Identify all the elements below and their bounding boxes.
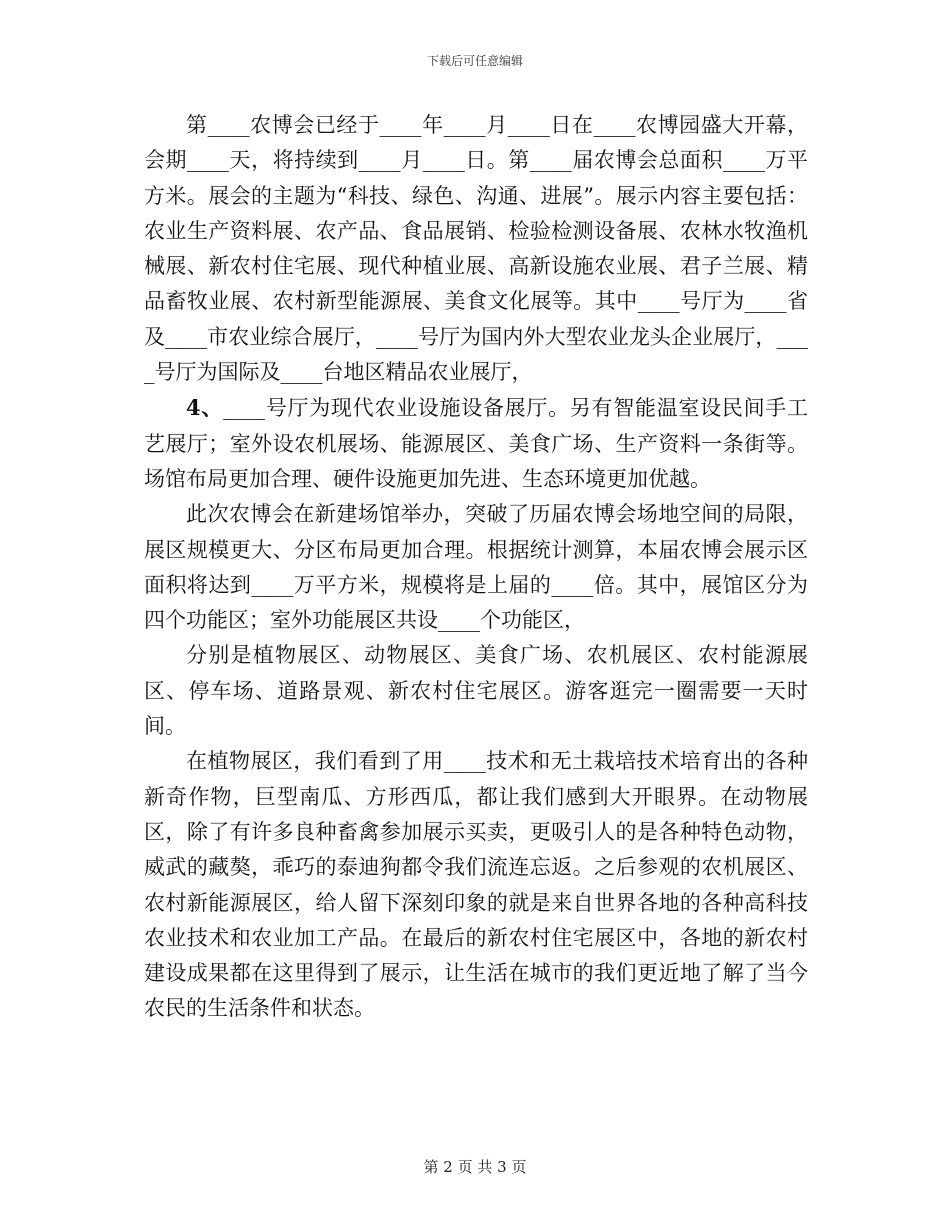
paragraph-2-text: ____号厅为现代农业设施设备展厅。另有智能温室设民间手工艺展厅；室外设农机展场、能源展区、美食广场、生产资料一条街等。场馆布局更加合理、硬件设施更加先进、生态环境更加优越。 xyxy=(144,396,808,491)
paragraph-1 xyxy=(144,108,808,390)
paragraph-2 xyxy=(144,390,808,497)
paragraph-2-number: 4、 xyxy=(186,395,224,421)
paragraph-1-text: 第____农博会已经于____年____月____日在____农博园盛大开幕，会期____天，将持续到____月____日。第____届农博会总面积____万平方米。展会的主题为“科技、绿色、沟通、进展”。展示内容主要包括：农业生产资料展、农产品、食品展销、检验检测设备展、农林水牧渔机械展、新农村住宅展、现代种植业展、高新设施农业展、君子兰展、精品畜牧业展、农村新型能源展、美食文化展等。其中____号厅为____省及____市农业综合展厅，____号厅为国内外大型农业龙头企业展厅，____号厅为国际及____台地区精品农业展厅， xyxy=(144,113,808,385)
paragraph-4 xyxy=(144,638,808,744)
paragraph-3 xyxy=(144,497,808,638)
paragraph-3-text: 此次农博会在新建场馆举办，突破了历届农博会场地空间的局限，展区规模更大、分区布局更加合理。根据统计测算，本届农博会展示区面积将达到____万平方米，规模将是上届的____倍。其中，展馆区分为四个功能区；室外功能展区共设____个功能区， xyxy=(144,502,808,633)
document-body xyxy=(144,108,808,1027)
paragraph-5-text: 在植物展区，我们看到了用____技术和无土栽培技术培育出的各种新奇作物，巨型南瓜、方形西瓜，都让我们感到大开眼界。在动物展区，除了有许多良种畜禽参加展示买卖，更吸引人的是各种特色动物，威武的藏獒，乖巧的泰迪狗都令我们流连忘返。之后参观的农机展区、农村新能源展区，给人留下深刻印象的就是来自世界各地的各种高科技农业技术和农业加工产品。在最后的新农村住宅展区中，各地的新农村建设成果都在这里得到了展示，让生活在城市的我们更近地了解了当今农民的生活条件和状态。 xyxy=(144,749,808,1021)
page-header-note: 下载后可任意编辑 xyxy=(426,54,523,68)
paragraph-4-text: 分别是植物展区、动物展区、美食广场、农机展区、农村能源展区、停车场、道路景观、新农村住宅展区。游客逛完一圈需要一天时间。 xyxy=(144,643,808,739)
page-number-footer: 第 2 页 共 3 页 xyxy=(423,1158,527,1176)
paragraph-5 xyxy=(144,744,808,1026)
